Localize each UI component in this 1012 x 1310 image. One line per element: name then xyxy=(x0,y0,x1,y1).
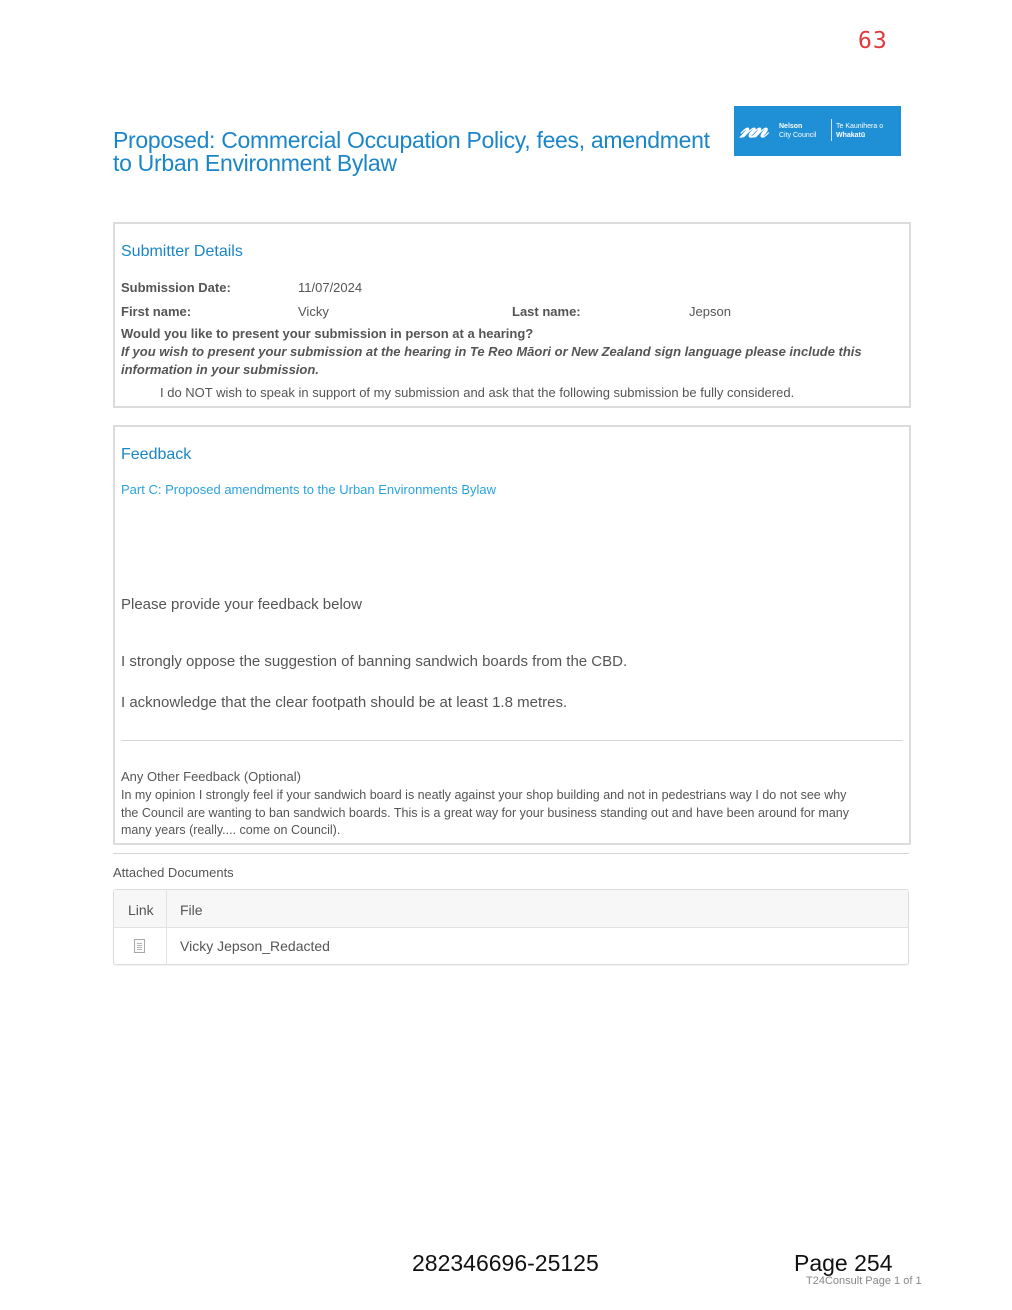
part-c-label: Part C: Proposed amendments to the Urban Environments Bylaw xyxy=(121,482,497,497)
logo-maori-name: Te Kaunihera o Whakatū xyxy=(836,123,884,139)
footer-consult-page: T24Consult Page 1 of 1 xyxy=(806,1275,922,1287)
hearing-language-note: If you wish to present your submission at the hearing in Te Reo Māori or New Zealand sign language please include this information in your submission. xyxy=(121,344,862,377)
submitter-details-heading: Submitter Details xyxy=(121,243,243,260)
feedback-divider xyxy=(121,740,903,741)
submitter-details-section xyxy=(113,222,911,408)
submission-date-label: Submission Date: xyxy=(121,280,231,295)
logo-org-name: Nelson City Council xyxy=(779,123,817,139)
attached-documents-title: Attached Documents xyxy=(113,865,234,880)
logo-mark-icon: 𝓃𝓃 xyxy=(740,114,765,144)
feedback-line-2: I acknowledge that the clear footpath should be at least 1.8 metres. xyxy=(121,694,568,711)
footer-document-id: 282346696-25125 xyxy=(412,1250,599,1276)
document-title: Proposed: Commercial Occupation Policy, fees, amendment to Urban Environment Bylaw xyxy=(113,127,710,176)
last-name-value: Jepson xyxy=(689,304,731,319)
logo-separator xyxy=(831,119,832,141)
submission-date-value: 11/07/2024 xyxy=(298,280,363,295)
column-separator xyxy=(166,890,167,964)
feedback-heading: Feedback xyxy=(121,446,192,463)
first-name-value: Vicky xyxy=(298,304,329,319)
attachments-table xyxy=(113,889,909,965)
attachments-table-header xyxy=(114,890,908,928)
first-name-label: First name: xyxy=(121,304,192,319)
other-feedback-text: In my opinion I strongly feel if your sandwich board is neatly against your shop building and not in pedestrians way I do not see why the Council are wanting to ban sandwich boards. This is a great way for your business standing out and have been around for many many years (really.... come on Council). xyxy=(121,788,849,837)
feedback-section xyxy=(113,425,911,845)
document-icon[interactable] xyxy=(134,939,145,953)
column-header-file: File xyxy=(180,902,203,918)
other-feedback-label: Any Other Feedback (Optional) xyxy=(121,769,301,784)
feedback-line-1: I strongly oppose the suggestion of banning sandwich boards from the CBD. xyxy=(121,653,628,670)
footer-page-number: Page 254 xyxy=(794,1250,893,1276)
hearing-answer: I do NOT wish to speak in support of my submission and ask that the following submission be fully considered. xyxy=(160,385,795,400)
column-header-link: Link xyxy=(128,902,154,918)
page-number: 63 xyxy=(858,28,888,54)
last-name-label: Last name: xyxy=(512,304,581,319)
hearing-question: Would you like to present your submission in person at a hearing? xyxy=(121,326,534,341)
feedback-prompt: Please provide your feedback below xyxy=(121,596,362,613)
council-logo xyxy=(734,106,901,156)
attachment-file-link[interactable]: Vicky Jepson_Redacted xyxy=(180,938,330,954)
attachments-divider xyxy=(113,853,909,854)
